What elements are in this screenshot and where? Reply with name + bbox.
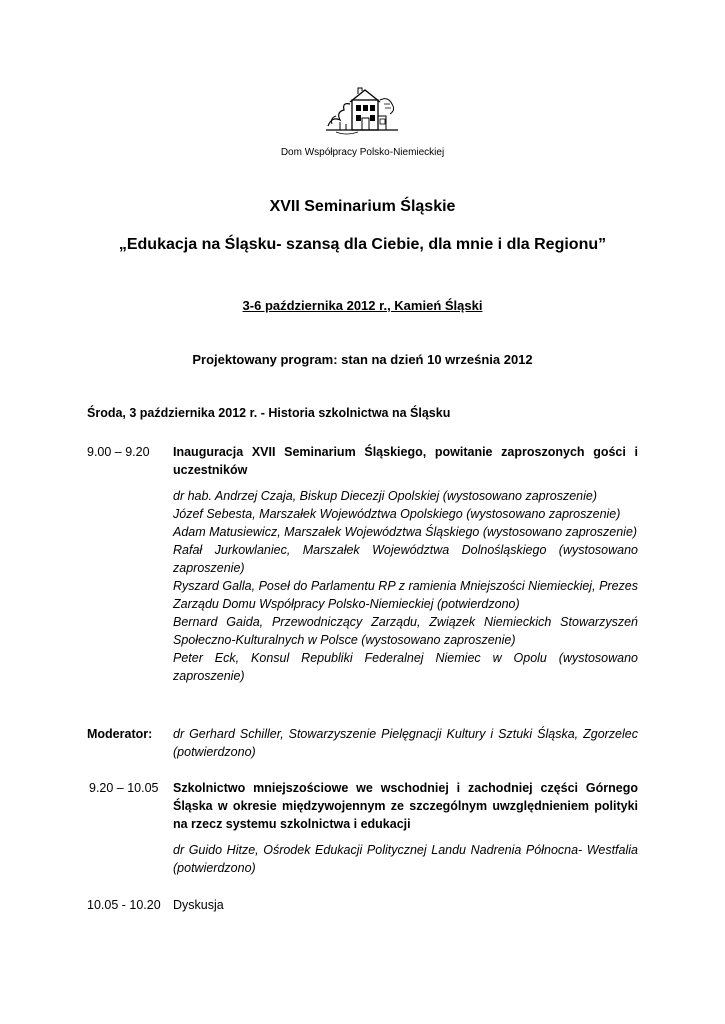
speaker-item: Adam Matusiewicz, Marszałek Województwa Śląskiego (wystosowano zaproszenie) [173,525,638,539]
moderator-text: dr Gerhard Schiller, Stowarzyszenie Pielęgnacji Kultury i Sztuki Śląska, Zgorzelec (potwierdzono) [173,727,638,759]
speaker-item: Bernard Gaida, Przewodniczący Zarządu, Związek Niemieckich Stowarzyszeń Społeczno-Kulturalnych w Polsce (wystosowano zaproszenie) [173,615,638,647]
event-dates: 3-6 października 2012 r., Kamień Śląski [242,298,483,313]
session-title: Dyskusja [173,898,224,912]
document-title: XVII Seminarium Śląskie [269,198,456,215]
speaker-item: Ryszard Galla, Poseł do Parlamentu RP z ramienia Mniejszości Niemieckiej, Prezes Zarządu Domu Współpracy Polsko-Niemieckiej (potwierdzono) [173,579,638,611]
speaker-item: Rafał Jurkowlaniec, Marszałek Województwa Dolnośląskiego (wystosowano zaproszenie) [173,543,638,575]
session-time: 9.00 – 9.20 [87,445,150,459]
document-subtitle: „Edukacja na Śląsku- szansą dla Ciebie, dla mnie i dla Regionu” [118,236,607,253]
speaker-item: Józef Sebesta, Marszałek Województwa Opolskiego (wystosowano zaproszenie) [173,507,621,521]
organization-logo [322,86,402,138]
program-status: Projektowany program: stan na dzień 10 września 2012 [192,352,533,367]
speaker-item: dr Guido Hitze, Ośrodek Edukacji Politycznej Landu Nadrenia Północna- Westfalia (potwierdzono) [173,843,638,875]
session-title: Szkolnictwo mniejszościowe we wschodniej i zachodniej części Górnego Śląska w okresie międzywojennym ze szczególnym uwzględnieniem polityki na rzecz systemu szkolnictwa i edukacji [173,781,638,831]
speaker-list [173,487,638,685]
speaker-item: dr hab. Andrzej Czaja, Biskup Diecezji Opolskiej (wystosowano zaproszenie) [173,489,598,503]
session-time: 9.20 – 10.05 [89,781,159,795]
speaker-list [173,841,638,877]
day-heading: Środa, 3 października 2012 r. - Historia szkolnictwa na Śląsku [87,406,451,420]
session-title: Inauguracja XVII Seminarium Śląskiego, powitanie zaproszonych gości i uczestników [173,445,638,477]
organization-name: Dom Współpracy Polsko-Niemieckiej [280,147,445,158]
session-time: 10.05 - 10.20 [87,898,161,912]
moderator-label: Moderator: [87,727,153,741]
speaker-item: Peter Eck, Konsul Republiki Federalnej Niemiec w Opolu (wystosowano zaproszenie) [173,651,638,683]
